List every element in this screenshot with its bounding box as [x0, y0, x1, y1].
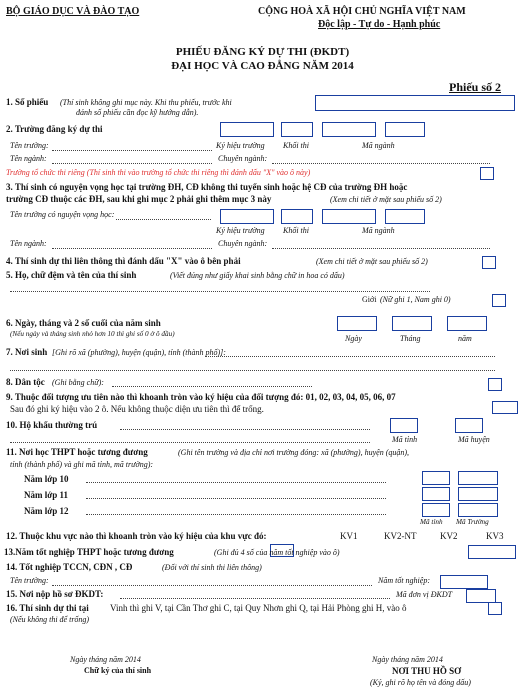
- province-code-label: Mã tỉnh: [392, 435, 418, 444]
- q11-line-1b: (Ghi tên trường và địa chỉ nơi trường đóng: xã (phường), huyện (quận),: [178, 448, 410, 457]
- q16-line-2: (Nếu không thi để trống): [10, 615, 90, 624]
- province-code-label-2: Mã tỉnh: [420, 518, 443, 526]
- major-code-box-1[interactable]: [322, 122, 376, 137]
- grade11-label: Năm lớp 11: [24, 490, 68, 500]
- district-code-box[interactable]: [455, 418, 483, 433]
- year-label: năm: [458, 334, 472, 343]
- form-number: Phiếu số 2: [449, 80, 502, 94]
- form-title-line1: PHIẾU ĐĂNG KÝ DỰ THI (ĐKDT): [175, 46, 350, 58]
- form-number-box[interactable]: [315, 95, 515, 111]
- q5-note: (Viết đúng như giấy khai sinh bằng chữ in hoa có dấu): [170, 271, 345, 280]
- q12-label: 12. Thuộc khu vực nào thì khoanh tròn vào ký hiệu của khu vực đó:: [6, 531, 267, 541]
- q3-line-2: trường CĐ thuộc các ĐH, sau khi ghi mục 2 phải ghi thêm mục 3 này: [6, 194, 272, 204]
- grade10-province-box[interactable]: [422, 471, 450, 485]
- q16-line-1a: 16. Thí sinh dự thi tại: [6, 603, 89, 613]
- grade11-province-box[interactable]: [422, 487, 450, 501]
- wish-exam-block-label: Khối thi: [283, 226, 310, 235]
- q11-line-1a: 11. Nơi học THPT hoặc tương đương: [6, 447, 148, 457]
- q3-note: (Xem chi tiết ở mặt sau phiếu số 2): [330, 195, 442, 204]
- republic-name: CỘNG HOÀ XÃ HỘI CHỦ NGHĨA VIỆT NAM: [258, 6, 466, 17]
- kv2nt-option[interactable]: KV2-NT: [384, 531, 417, 541]
- school-code-label: Ký hiệu trường: [216, 141, 265, 150]
- q7-label: 7. Nơi sinh: [6, 347, 48, 357]
- grad-year-box[interactable]: [468, 545, 516, 559]
- candidate-date: Ngày tháng năm 2014: [70, 655, 141, 664]
- q16-line-1b: Vinh thì ghi V, tại Cần Thơ ghi C, tại Quy Nhơn ghi Q, tại Hải Phòng ghi H, vào ô: [110, 603, 407, 613]
- wish-major-code-box-1[interactable]: [322, 209, 376, 224]
- q9-line-1: 9. Thuộc đối tượng ưu tiên nào thì khoanh tròn vào ký hiệu của đối tượng đó: 01, 02, 03, 04, 05, 06, 07: [6, 392, 396, 402]
- district-code-label: Mã huyện: [458, 435, 490, 444]
- q6-label: 6. Ngày, tháng và 2 số cuối của năm sinh: [6, 318, 161, 328]
- q4-note: (Xem chi tiết ở mặt sau phiếu số 2): [316, 257, 428, 266]
- specialty-label: Chuyên ngành:: [218, 154, 268, 163]
- q4-label: 4. Thí sinh dự thi liên thông thì đánh dấu "X" vào ô bên phải: [6, 256, 241, 266]
- priority-box[interactable]: [492, 401, 518, 414]
- birth-month-box[interactable]: [392, 316, 432, 331]
- office-date: Ngày tháng năm 2014: [372, 655, 443, 664]
- day-label: Ngày: [345, 334, 362, 343]
- unit-code-box[interactable]: [466, 589, 496, 603]
- wish-major-name-label: Tên ngành:: [10, 239, 47, 248]
- grad-year-label: Năm tốt nghiệp:: [378, 576, 430, 585]
- grade12-province-box[interactable]: [422, 503, 450, 517]
- q15-label: 15. Nơi nộp hồ sơ ĐKDT:: [6, 589, 104, 599]
- exam-block-label: Khối thi: [283, 141, 310, 150]
- gender-label: Giới: [362, 295, 377, 304]
- q7-note: [Ghi rõ xã (phường), huyện (quận), tỉnh (thành phố)]:: [52, 348, 226, 357]
- wish-major-code-box-2[interactable]: [385, 209, 425, 224]
- school-code-box[interactable]: [220, 122, 274, 137]
- vocational-grad-year-box[interactable]: [440, 575, 488, 589]
- province-code-box[interactable]: [390, 418, 418, 433]
- wish-school-label: Tên trường có nguyện vọng học:: [10, 210, 115, 219]
- office-signature-label: NƠI THU HỒ SƠ: [392, 666, 462, 676]
- kv3-option[interactable]: KV3: [486, 531, 504, 541]
- office-signature-note: (Ký, ghi rõ họ tên và đóng dấu): [370, 678, 471, 687]
- form-title-line2: ĐẠI HỌC VÀ CAO ĐẲNG NĂM 2014: [171, 60, 354, 72]
- q13-label: 13.Năm tốt nghiệp THPT hoặc tương đương: [4, 547, 174, 557]
- birth-year-box[interactable]: [447, 316, 487, 331]
- q8-note: (Ghi bằng chữ):: [52, 378, 104, 387]
- q2-label: 2. Trường đăng ký dự thi: [6, 124, 103, 134]
- major-code-label: Mã ngành: [362, 141, 395, 150]
- ethnicity-box[interactable]: [488, 378, 502, 391]
- exam-block-box[interactable]: [281, 122, 313, 137]
- wish-exam-block-box[interactable]: [281, 209, 313, 224]
- gender-box[interactable]: [492, 294, 506, 307]
- ministry-name: BỘ GIÁO DỤC VÀ ĐÀO TẠO: [6, 6, 140, 17]
- school-name-label: Tên trường:: [10, 141, 49, 150]
- major-code-box-2[interactable]: [385, 122, 425, 137]
- q14-school-label: Tên trường:: [10, 576, 49, 585]
- q8-label: 8. Dân tộc: [6, 377, 45, 387]
- unit-code-label: Mã đơn vị ĐKDT: [396, 590, 453, 599]
- q6-note: (Nếu ngày và tháng sinh nhỏ hơn 10 thì ghi số 0 ở ô đầu): [10, 330, 175, 338]
- q5-label: 5. Họ, chữ đệm và tên của thí sinh: [6, 270, 137, 280]
- candidate-signature-label: Chữ ký của thí sinh: [84, 666, 152, 675]
- q9-line-2: Sau đó ghi ký hiệu vào 2 ô. Nếu không thuộc diện ưu tiên thì để trống.: [10, 404, 264, 414]
- grade12-school-box[interactable]: [458, 503, 498, 517]
- grade11-school-box[interactable]: [458, 487, 498, 501]
- wish-specialty-label: Chuyên ngành:: [218, 239, 268, 248]
- separate-exam-checkbox[interactable]: [480, 167, 494, 180]
- q1-label: 1. Số phiếu: [6, 97, 49, 107]
- grade10-label: Năm lớp 10: [24, 474, 69, 484]
- grade10-school-box[interactable]: [458, 471, 498, 485]
- q10-label: 10. Hộ khẩu thường trú: [6, 420, 98, 430]
- school-code-label-2: Mã Trường: [456, 518, 489, 526]
- q3-line-1: 3. Thí sinh có nguyện vọng học tại trường ĐH, CĐ không thi tuyển sinh hoặc hệ CĐ của trường ĐH hoặc: [6, 182, 408, 192]
- separate-exam-note: Trường tổ chức thi riêng (Thí sinh thi vào trường tổ chức thi riêng thì đánh dấu "X" vào ô này): [6, 168, 311, 177]
- kv2-option[interactable]: KV2: [440, 531, 458, 541]
- q11-line-2: tỉnh (thành phố) và ghi mã tỉnh, mã trường):: [10, 460, 154, 469]
- q1-note-2: đánh số phiếu cần đọc kỹ hướng dẫn).: [76, 108, 199, 117]
- grade12-label: Năm lớp 12: [24, 506, 69, 516]
- month-label: Tháng: [400, 334, 421, 343]
- q14-note: (Đối với thí sinh thi liên thông): [162, 563, 262, 572]
- q13-note: (Ghi đủ 4 số của năm tốt nghiệp vào ô): [214, 548, 340, 557]
- q14-label: 14. Tốt nghiệp TCCN, CĐN , CĐ: [6, 562, 133, 572]
- wish-school-code-label: Ký hiệu trường: [216, 226, 265, 235]
- exam-site-box[interactable]: [488, 602, 502, 615]
- wish-major-code-label: Mã ngành: [362, 226, 395, 235]
- major-name-label: Tên ngành:: [10, 154, 47, 163]
- kv1-option[interactable]: KV1: [340, 531, 358, 541]
- q1-note-1: (Thí sinh không ghi mục này. Khi thu phiếu, trước khi: [60, 98, 232, 107]
- motto: Độc lập - Tự do - Hạnh phúc: [318, 19, 441, 30]
- gender-note: (Nữ ghi 1, Nam ghi 0): [380, 295, 451, 304]
- birth-day-box[interactable]: [337, 316, 377, 331]
- transfer-exam-checkbox[interactable]: [482, 256, 496, 269]
- wish-school-code-box[interactable]: [220, 209, 274, 224]
